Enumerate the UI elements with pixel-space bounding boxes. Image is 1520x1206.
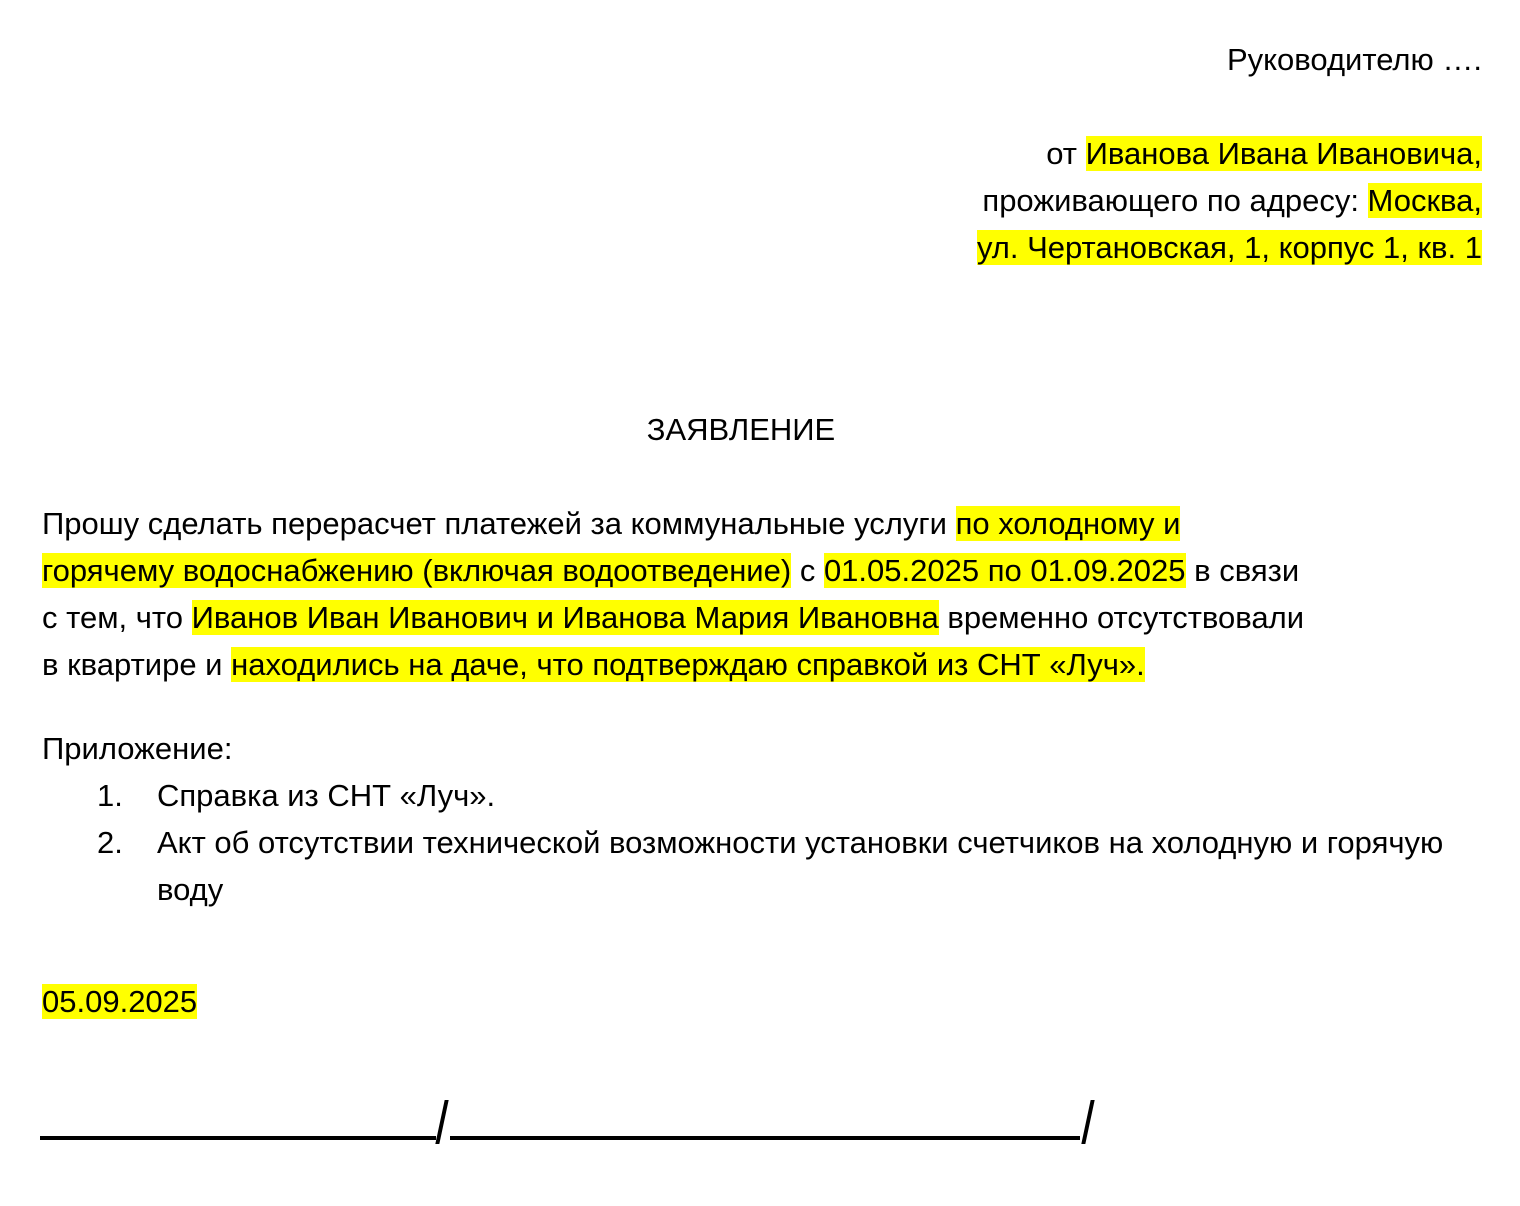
body-line-4 xyxy=(42,641,1482,688)
applicant-city-value: Москва, xyxy=(1367,183,1482,218)
signature-slash-middle xyxy=(435,1100,448,1144)
list-item-number: 2. xyxy=(97,825,123,860)
body-paragraph xyxy=(42,500,1482,688)
list-item xyxy=(42,772,1482,819)
addressee-line: Руководителю …. xyxy=(1226,42,1482,77)
list-item-text: Акт об отсутствии технической возможности установки счетчиков на холодную и горячую воду xyxy=(157,825,1444,907)
list-item-text: Справка из СНТ «Луч». xyxy=(157,778,496,813)
applicant-name-value: Иванова Ивана Ивановича, xyxy=(1085,136,1482,171)
applicant-block xyxy=(0,130,1482,271)
body-reason-highlight: находились на даче, что подтверждаю справкой из СНТ «Луч». xyxy=(231,647,1145,682)
page-title: ЗАЯВЛЕНИЕ xyxy=(646,412,836,447)
list-item xyxy=(42,819,1482,913)
body-date-range-highlight: 01.05.2025 по 01.09.2025 xyxy=(823,553,1186,588)
body-line-1 xyxy=(42,500,1482,547)
applicant-address-line-1 xyxy=(0,177,1482,224)
addressee-header xyxy=(0,36,1482,83)
body-line-4-plain-start: в квартире и xyxy=(42,647,232,682)
body-line-1-highlight: по холодному и xyxy=(955,506,1181,541)
attachments-list xyxy=(42,772,1482,913)
list-item-number: 1. xyxy=(97,778,123,813)
body-service-type-highlight: горячему водоснабжению (включая водоотведение) xyxy=(42,553,792,588)
signature-rule-right xyxy=(450,1136,1080,1140)
applicant-address-line-2 xyxy=(0,224,1482,271)
body-line-3-plain-end: временно отсутствовали xyxy=(938,600,1305,635)
signature-area xyxy=(40,1096,1140,1152)
body-line-3-plain-start: с тем, что xyxy=(42,600,192,635)
applicant-street-value: ул. Чертановская, 1, корпус 1, кв. 1 xyxy=(976,230,1482,265)
applicant-name-prefix: от xyxy=(1046,136,1086,171)
attachments-section xyxy=(42,725,1482,913)
applicant-name-line xyxy=(0,130,1482,177)
body-line-1-plain: Прошу сделать перерасчет платежей за коммунальные услуги xyxy=(42,506,956,541)
body-line-2 xyxy=(42,547,1482,594)
attachments-label: Приложение: xyxy=(42,731,233,766)
body-line-2-plain-mid: с xyxy=(791,553,824,588)
signature-slash-end xyxy=(1081,1100,1094,1144)
signature-date-value: 05.09.2025 xyxy=(42,984,198,1019)
body-names-highlight: Иванов Иван Иванович и Иванова Мария Ивановна xyxy=(191,600,939,635)
body-line-2-plain-end: в связи xyxy=(1185,553,1300,588)
applicant-address-prefix: проживающего по адресу: xyxy=(982,183,1368,218)
signature-rule-left xyxy=(40,1136,436,1140)
signature-date xyxy=(42,978,197,1025)
body-line-3 xyxy=(42,594,1482,641)
